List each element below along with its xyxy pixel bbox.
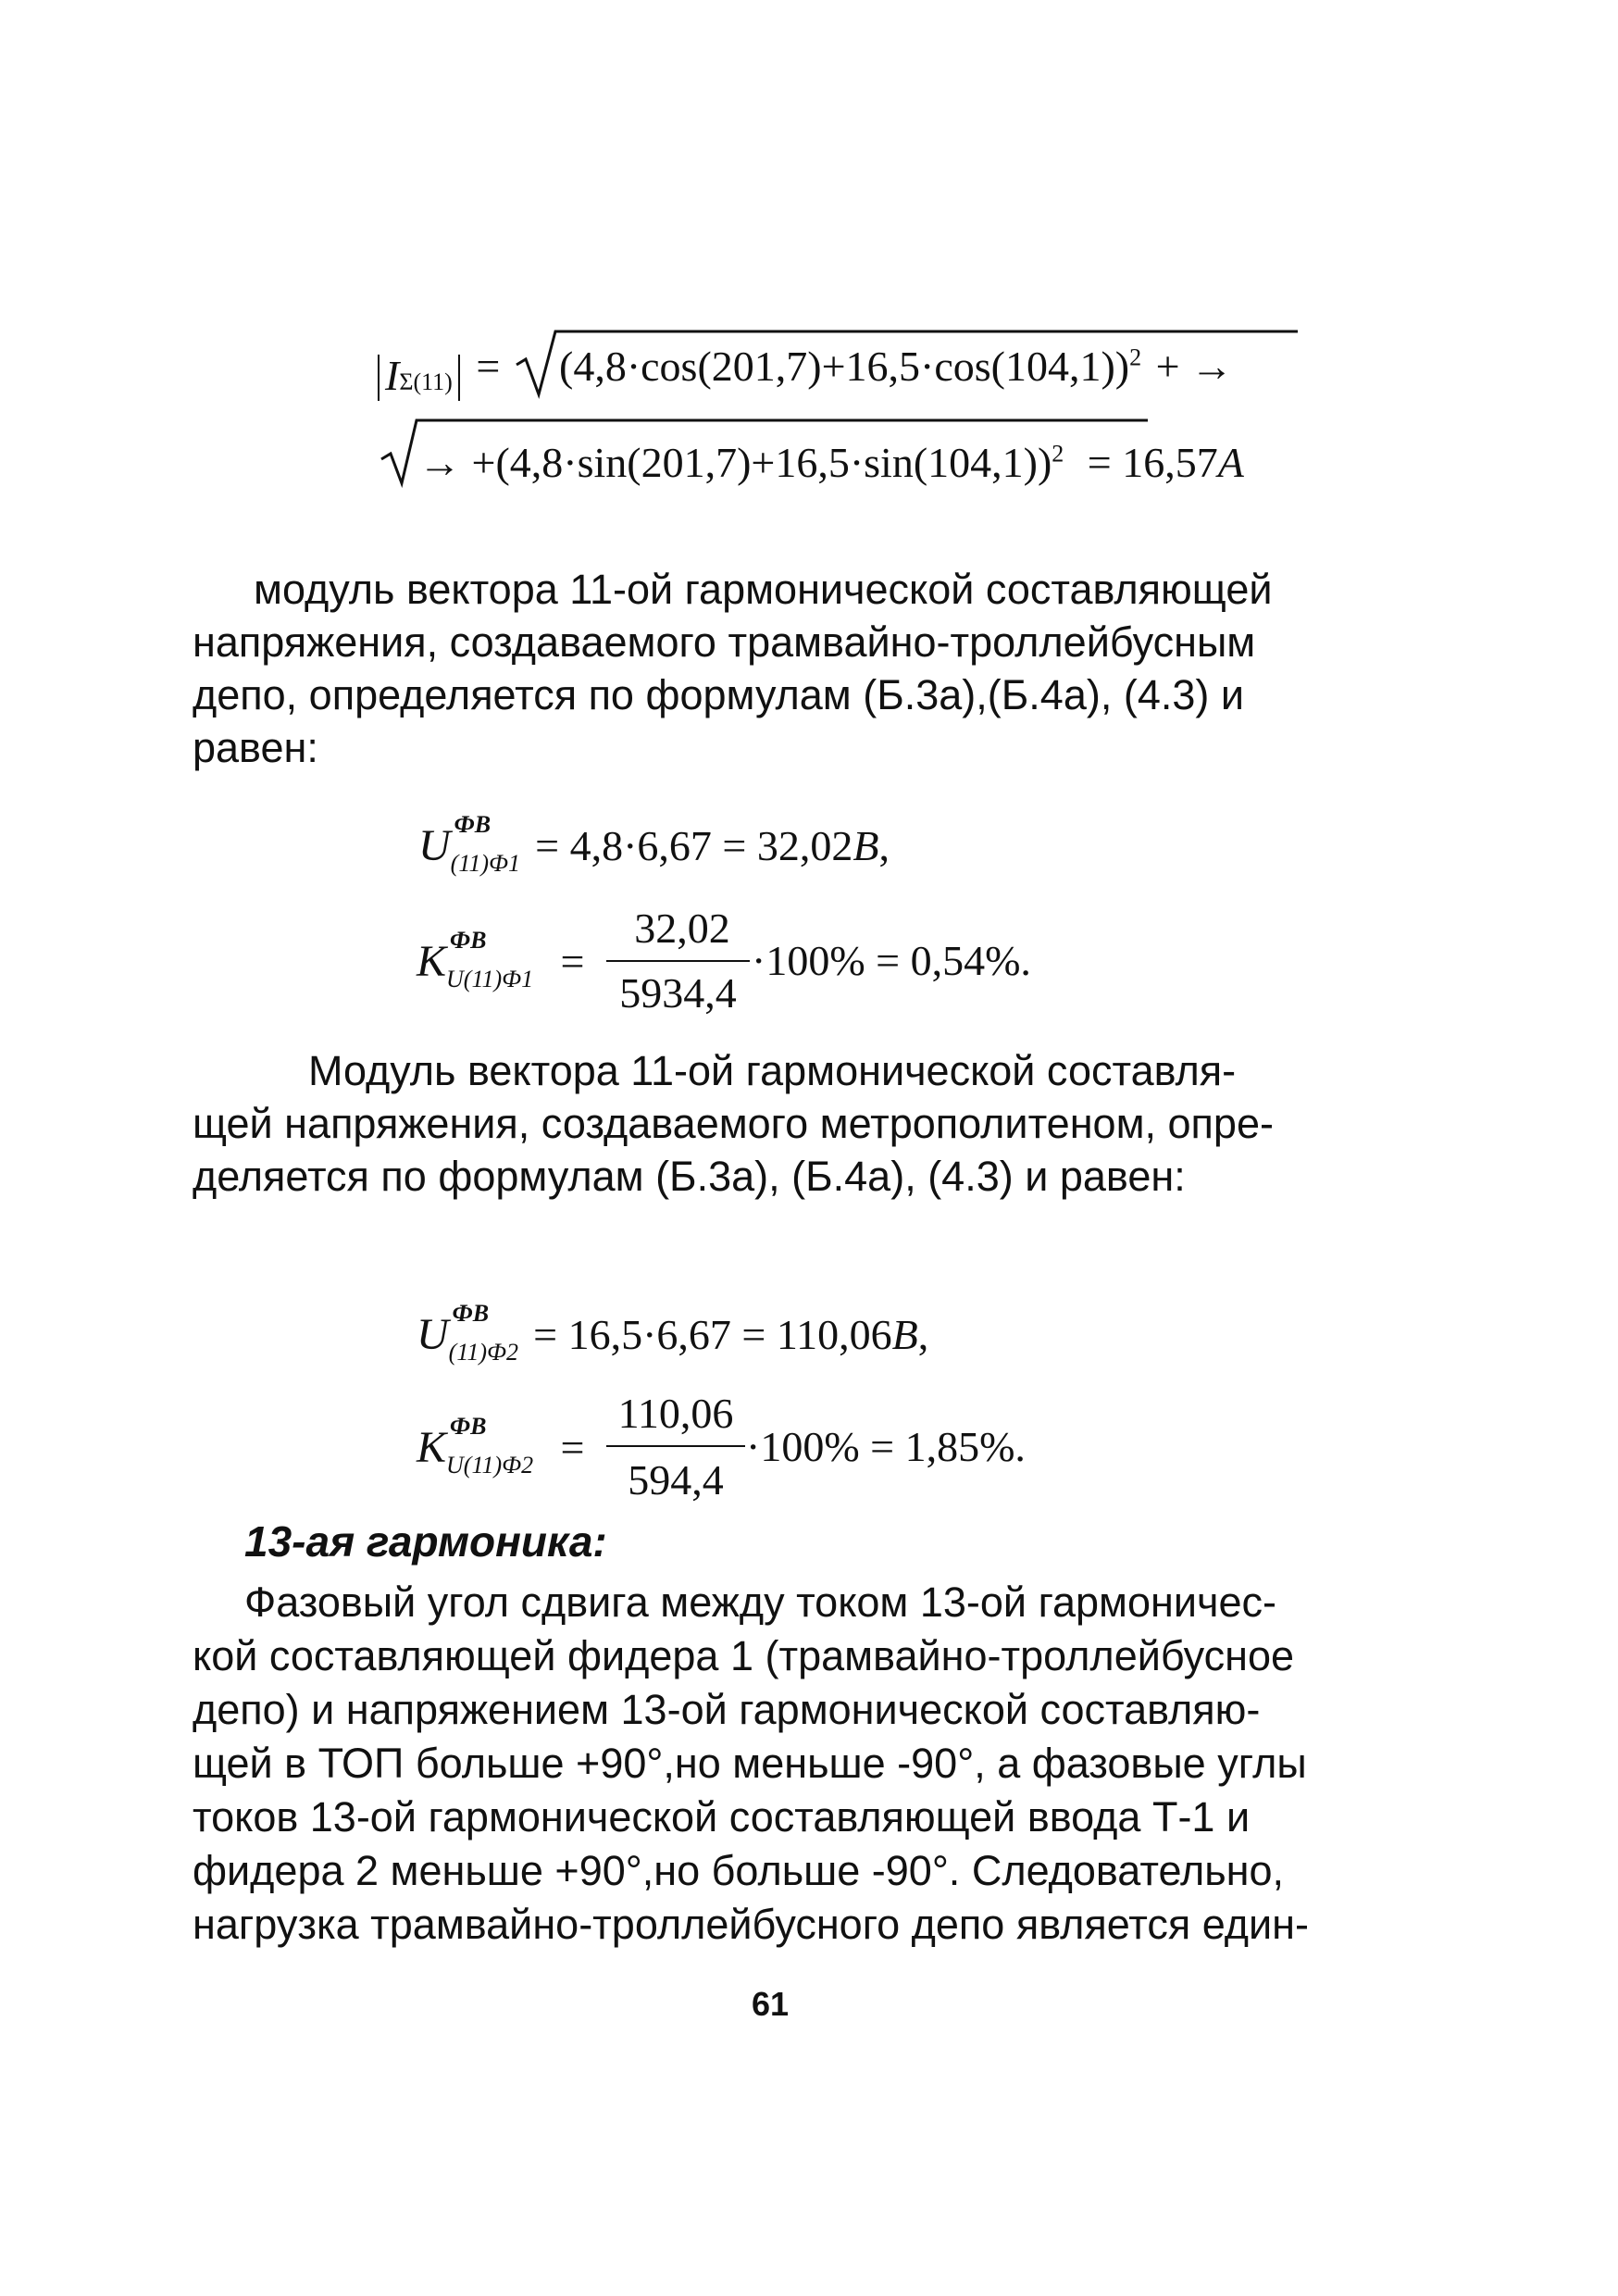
text-line: кой составляющей фидера 1 (трамвайно-троллейбусное: [193, 1632, 1295, 1679]
formula-voltage-u1: U ФВ (11)Ф1 = 4,8·6,67 = 32,02B,: [418, 811, 890, 878]
formula-line-2: → $+(4,8\cdot\sin(201,7)+16,5\cdot\sin(104,1))^2 = 16,57A$: [418, 439, 1244, 486]
k2-rhs: ·100% = 1,85%.: [746, 1423, 1026, 1470]
text-line: нагрузка трамвайно-троллейбусного депо является един-: [193, 1901, 1309, 1948]
fraction-bar: [606, 1445, 745, 1447]
paragraph-harmonic-13: [193, 1576, 1361, 1952]
text-line: токов 13-ой гармонической составляющей ввода Т-1 и: [193, 1793, 1251, 1841]
k1-denominator: 5934,4: [619, 969, 737, 1017]
text-line: фидера 2 меньше +90°,но больше -90°. Следовательно,: [193, 1847, 1285, 1894]
text-line: Модуль вектора 11-ой гармонической составля-: [308, 1047, 1237, 1094]
k2-numerator: 110,06: [617, 1390, 734, 1437]
k1-rhs: ·100% = 0,54%.: [752, 937, 1031, 984]
text-line: модуль вектора 11-ой гармонической составляющей: [254, 566, 1273, 613]
text-line: Фазовый угол сдвига между током 13-ой гармоничес-: [244, 1578, 1276, 1626]
paragraph-harmonic-11-depot: [193, 563, 1361, 774]
section-heading-13th-harmonic: 13-ая гармоника:: [244, 1517, 607, 1566]
k2-lhs: K ФВ U(11)Ф2 =: [417, 1413, 585, 1479]
page-number: 61: [751, 1985, 790, 2023]
formula-voltage-u2: U ФВ (11)Ф2 = 16,5·6,67 = 110,06B,: [417, 1300, 929, 1366]
text-line: депо) и напряжением 13-ой гармонической составляю-: [193, 1686, 1261, 1733]
k1-numerator: 32,02: [634, 905, 730, 952]
text-line: щей в ТОП больше +90°,но меньше -90°, а фазовые углы: [193, 1740, 1307, 1787]
current-symbol: I: [385, 352, 400, 399]
paragraph-harmonic-11-metro: [193, 1044, 1361, 1203]
text-line: деляется по формулам (Б.3а), (Б.4а), (4.3) и равен:: [193, 1153, 1186, 1200]
formula-line-1-radicand: $(4,8\cdot\cos(201,7)+16,5\cdot\cos(104,1))^2$ + →: [559, 343, 1234, 390]
text-line: равен:: [193, 724, 318, 771]
text-line: напряжения, создаваемого трамвайно-троллейбусным: [193, 618, 1256, 666]
text-line: депо, определяется по формулам (Б.3а),(Б.4а), (4.3) и: [193, 671, 1245, 718]
text-line: щей напряжения, создаваемого метрополитеном, опре-: [193, 1100, 1274, 1147]
fraction-bar: [606, 960, 750, 962]
current-subscript: Σ(11): [399, 368, 453, 395]
k1-lhs: K ФВ U(11)Ф1 =: [417, 927, 585, 993]
k2-denominator: 594,4: [628, 1456, 724, 1504]
formula-line-1: IΣ(11) =: [378, 345, 500, 401]
